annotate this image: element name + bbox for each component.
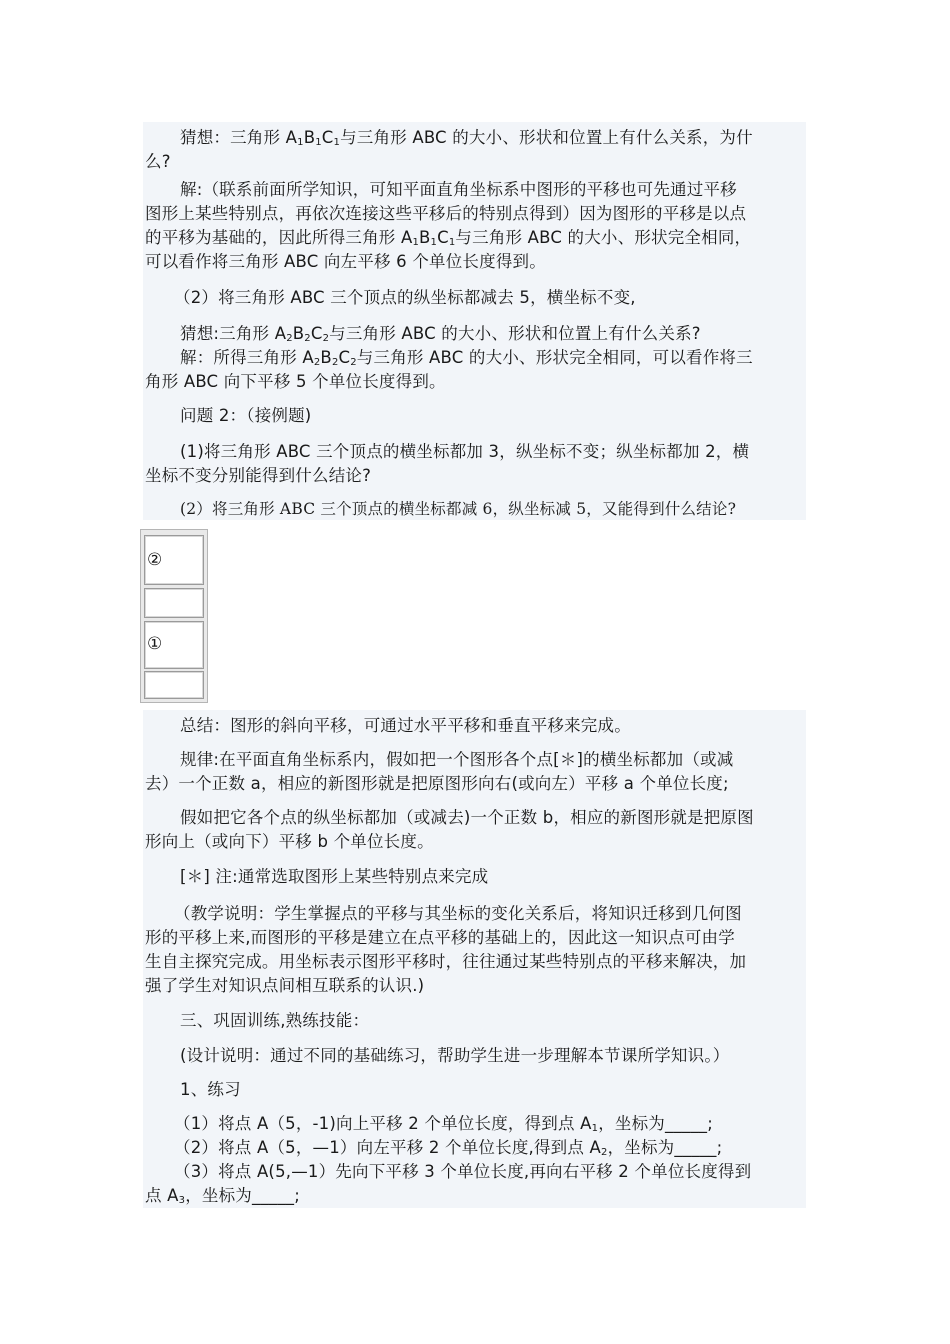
solution-2-line-2: 角形 ABC 向下平移 5 个单位长度得到。 — [145, 372, 446, 391]
teaching-note-line-1: （教学说明：学生掌握点的平移与其坐标的变化关系后，将知识迁移到几何图 — [174, 904, 742, 923]
text: ，坐标为_____; — [607, 1138, 723, 1157]
section-3-heading: 三、巩固训练,熟练技能： — [180, 1011, 370, 1030]
subscript: 2 — [350, 357, 357, 368]
text: （1）将点 A（5，-1)向上平移 2 个单位长度，得到点 A — [174, 1114, 592, 1133]
conjecture-2 — [180, 322, 701, 346]
text: 猜想：三角形 A — [180, 128, 298, 147]
rule-2-line-2: 形向上（或向下）平移 b 个单位长度。 — [145, 832, 434, 851]
text: B — [320, 348, 332, 367]
exercise-2 — [174, 1136, 722, 1160]
figure-cell-empty-2 — [144, 671, 204, 699]
subscript: 2 — [313, 357, 321, 368]
subscript: 2 — [322, 333, 330, 344]
text: 解：所得三角形 A — [180, 348, 314, 367]
text: C — [310, 324, 323, 343]
exercise-1 — [174, 1112, 713, 1136]
rule-1-line-1: 规律:在平面直角坐标系内，假如把一个图形各个点[＊]的横坐标都加（或减 — [180, 750, 734, 769]
solution-1-line-4: 可以看作将三角形 ABC 向左平移 6 个单位长度得到。 — [145, 252, 546, 271]
teaching-note-line-3: 生自主探究完成。用坐标表示图形平移时，往往通过某些特别点的平移来解决，加 — [145, 952, 747, 971]
exercise-3-line-2 — [145, 1184, 300, 1208]
text: 与三角形 ABC 的大小、形状完全相同， — [455, 228, 752, 247]
text: B — [303, 128, 316, 147]
subscript: 2 — [601, 1147, 608, 1158]
teaching-note-line-4: 强了学生对知识点间相互联系的认识.) — [145, 976, 425, 995]
text: B — [292, 324, 305, 343]
subscript: 1 — [448, 237, 456, 248]
subscript: 2 — [331, 357, 339, 368]
subscript: 2 — [286, 333, 293, 344]
subscript: 1 — [430, 237, 438, 248]
figure — [140, 529, 208, 703]
circled-1-label: ① — [147, 634, 163, 654]
design-note: (设计说明：通过不同的基础练习，帮助学生进一步理解本节课所学知识。） — [180, 1046, 730, 1065]
text: ，坐标为_____; — [598, 1114, 714, 1133]
conjecture-1-line-2: 么? — [145, 152, 171, 171]
item-2: （2）将三角形 ABC 三个顶点的纵坐标都减去 5，横坐标不变, — [174, 288, 636, 307]
rule-1-line-2: 去）一个正数 a，相应的新图形就是把原图形向右(或向左）平移 a 个单位长度; — [145, 774, 729, 793]
subscript: 1 — [315, 137, 322, 148]
circled-2-label: ② — [147, 550, 163, 570]
subscript: 2 — [304, 333, 311, 344]
text: 的平移为基础的，因此所得三角形 A — [145, 228, 413, 247]
text: 与三角形 ABC 的大小、形状和位置上有什么关系，为什 — [340, 128, 753, 147]
teaching-note-line-2: 形的平移上来,而图形的平移是建立在点平移的基础上的，因此这一知识点可由学 — [145, 928, 735, 947]
text: 与三角形 ABC 的大小、形状和位置上有什么关系? — [329, 324, 701, 343]
text: （2）将点 A（5，—1）向左平移 2 个单位长度,得到点 A — [174, 1138, 601, 1157]
solution-2-line-1 — [180, 346, 753, 370]
figure-cell-1 — [144, 621, 204, 669]
text: 猜想:三角形 A — [180, 324, 287, 343]
rule-2-line-1: 假如把它各个点的纵坐标都加（或减去)一个正数 b，相应的新图形就是把原图 — [180, 808, 754, 827]
subscript: 3 — [178, 1195, 186, 1206]
question-2-1-line-2: 坐标不变分别能得到什么结论? — [145, 466, 372, 485]
solution-1-line-3 — [145, 226, 751, 250]
text: C — [437, 228, 449, 247]
question-2-1-line-1: (1)将三角形 ABC 三个顶点的横坐标都加 3，纵坐标不变；纵坐标都加 2，横 — [180, 442, 750, 461]
subscript: 1 — [297, 137, 304, 148]
conjecture-1-line-1 — [180, 126, 753, 150]
solution-1-line-2: 图形上某些特别点，再依次连接这些平移后的特别点得到）因为图形的平移是以点 — [145, 204, 747, 223]
figure-cell-2 — [144, 535, 204, 585]
note: [＊] 注:通常选取图形上某些特别点来完成 — [180, 867, 489, 886]
figure-cell-empty-1 — [144, 588, 204, 618]
subscript: 1 — [333, 137, 341, 148]
solution-1-line-1: 解:（联系前面所学知识，可知平面直角坐标系中图形的平移也可先通过平移 — [180, 180, 737, 199]
summary: 总结：图形的斜向平移，可通过水平平移和垂直平移来完成。 — [180, 716, 631, 735]
subscript: 1 — [412, 237, 419, 248]
text: 与三角形 ABC 的大小、形状完全相同，可以看作将三 — [356, 348, 753, 367]
text: ，坐标为_____; — [185, 1186, 301, 1205]
text: B — [419, 228, 431, 247]
text: C — [338, 348, 351, 367]
exercise-heading: 1、练习 — [180, 1080, 241, 1099]
text: C — [321, 128, 334, 147]
question-2-2: (2）将三角形 ABC 三个顶点的横坐标都减 6，纵坐标减 5，又能得到什么结论? — [180, 500, 737, 518]
exercise-3-line-1: （3）将点 A(5,—1）先向下平移 3 个单位长度,再向右平移 2 个单位长度得到 — [174, 1162, 752, 1181]
subscript: 1 — [591, 1123, 599, 1134]
text: 点 A — [145, 1186, 179, 1205]
question-2-heading: 问题 2：（接例题) — [180, 406, 312, 425]
